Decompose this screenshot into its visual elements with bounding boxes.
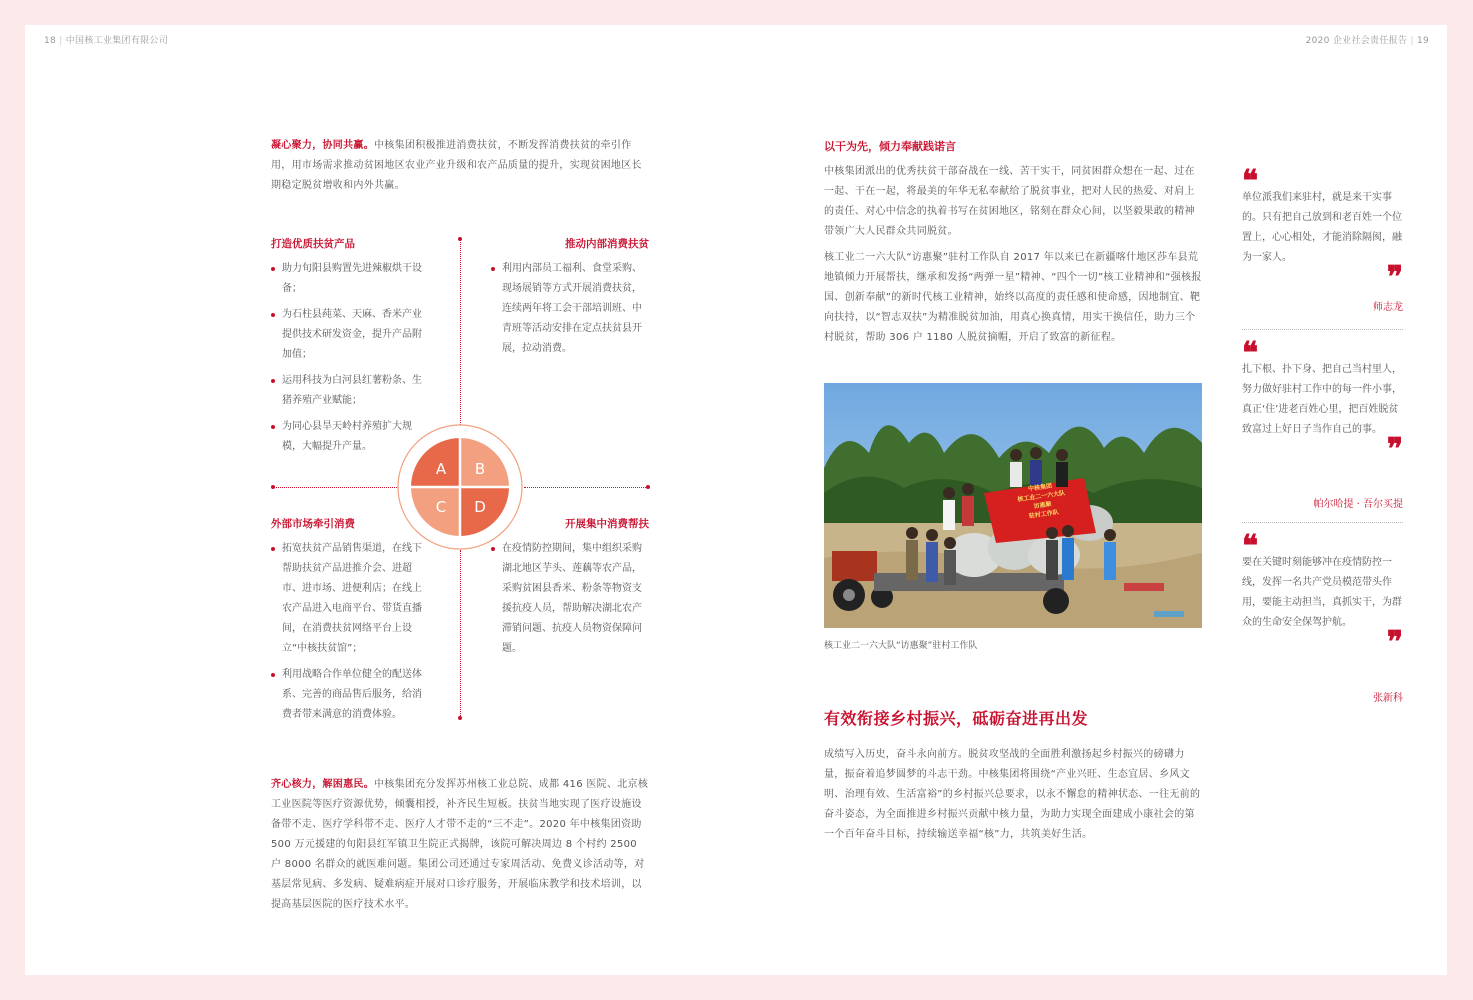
quote-open-icon: ❝ — [1242, 336, 1259, 371]
quadrant-a-item: 运用科技为白河县红薯粉条、生猪养殖产业赋能； — [271, 371, 431, 411]
photo-banner-line: 核工业二一六大队 — [1017, 489, 1066, 504]
section-devotion-paragraph-2: 核工业二一六大队“访惠聚”驻村工作队自 2017 年以来已在新疆喀什地区莎车县荒地镇倾力开展帮扶，继承和发扬“两弹一星”精神、“四个一切”核工业精神和“强核报国、创新奉献”的新时代核工业精神，始终以高度的责任感和使命感，因地制宜、靶向扶持，以“智志双扶”为精准脱贫加油，用真心换真情，用实干换信任，助力三个村脱贫，帮助 306 户 1180 人脱贫摘帽，开启了致富的新征程。 — [824, 252, 1202, 343]
quote-close-icon: ❞ — [1386, 260, 1403, 295]
quote-3-text: 要在关键时刻能够冲在疫情防控一线，发挥一名共产党员模范带头作用，要能主动担当，真抓实干，为群众的生命安全保驾护航。 — [1242, 557, 1402, 628]
diagram-dot-left — [271, 485, 275, 489]
right-page-number: 19 — [1416, 36, 1429, 46]
diagram-line-bottom — [460, 550, 461, 718]
quote-separator — [1242, 522, 1403, 523]
section-devotion-title: 以干为先，倾力奉献践诺言 — [824, 140, 956, 153]
diagram-dot-bottom — [458, 716, 462, 720]
diagram-line-right — [524, 487, 648, 488]
left-page-header: 18 | 中国核工业集团有限公司 — [44, 36, 169, 46]
circle-label-a: A — [435, 460, 447, 478]
quote-close-icon: ❞ — [1386, 625, 1403, 660]
quadrant-b-item: 利用内部员工福利、食堂采购、现场展销等方式开展消费扶贫，连续两年将工会干部培训班、中青班等活动安排在定点扶贫县开展，拉动消费。 — [491, 259, 649, 359]
quadrant-b-title: 推动内部消费扶贫 — [565, 238, 649, 250]
quote-open-icon: ❝ — [1242, 164, 1259, 199]
circle-label-c: C — [435, 498, 447, 516]
circle-label-d: D — [474, 498, 486, 516]
quadrant-a-item: 助力旬阳县购置先进辣椒烘干设备； — [271, 259, 431, 299]
left-page-title: 中国核工业集团有限公司 — [65, 36, 169, 46]
photo-caption: 核工业二一六大队“访惠聚”驻村工作队 — [824, 641, 978, 651]
medical-text: 中核集团充分发挥苏州核工业总院、成都 416 医院、北京核工业医院等医疗资源优势，倾囊相授，补齐民生短板。扶贫当地实现了医疗设施设备带不走、医疗学科带不走、医疗人才带不走的“三不走”。2020 年中核集团资助 500 万元援建的旬阳县红军镇卫生院正式揭牌，该院可解决周边 8 个村约 2500 户 8000 名群众的就医难问题。集团公司还通过专家周活动、免费义诊活动等，对基层常见病、多发病、疑难病症开展对口诊疗服务，开展临床教学和技术培训，以提高基层医院的医疗技术水平。 — [271, 779, 649, 910]
quote-open-icon: ❝ — [1242, 529, 1259, 564]
medical-paragraph — [271, 775, 649, 915]
intro-paragraph — [271, 136, 649, 196]
intro-lead: 凝心聚力，协同共赢。 — [271, 140, 374, 151]
circle-label-b: B — [474, 460, 486, 478]
quote-1-author: 师志龙 — [1373, 302, 1403, 313]
quadrant-d-title: 开展集中消费帮扶 — [565, 518, 649, 530]
quadrant-a-item: 为同心县旱天岭村养殖扩大规模，大幅提升产量。 — [271, 417, 431, 457]
quadrant-c-item: 利用战略合作单位健全的配送体系、完善的商品售后服务，给消费者带来满意的消费体验。 — [271, 665, 431, 725]
photo-banner-line: 中核集团 — [1027, 482, 1053, 493]
photo-banner-line: 驻村工作队 — [1028, 508, 1060, 520]
report-spread — [25, 25, 1447, 975]
quadrant-c — [271, 516, 431, 731]
right-page-header: 2020 企业社会责任报告 | 19 — [1305, 36, 1429, 46]
intro-text: 中核集团积极推进消费扶贫，不断发挥消费扶贫的牵引作用，用市场需求推动贫困地区农业产业升级和农产品质量的提升，实现贫困地区长期稳定脱贫增收和内外共赢。 — [271, 140, 642, 191]
medical-lead: 齐心核力，解困惠民。 — [271, 779, 374, 790]
diagram-dot-right — [646, 485, 650, 489]
quote-close-icon: ❞ — [1386, 432, 1403, 467]
section-devotion-paragraph-1: 中核集团派出的优秀扶贫干部奋战在一线、苦干实干，同贫困群众想在一起、过在一起、干在一起，将最美的年华无私奉献给了脱贫事业，把对人民的热爱、对肩上的责任、对心中信念的执着书写在贫困地区，铭刻在群众心间，以坚毅果敢的精神带领广大人民群众共同脱贫。 — [824, 166, 1195, 237]
quadrant-b — [491, 236, 649, 365]
quadrant-a-title: 打造优质扶贫产品 — [271, 238, 355, 250]
section-rural-paragraph: 成绩写入历史，奋斗永向前方。脱贫攻坚战的全面胜利激扬起乡村振兴的磅礴力量，振奋着追梦圆梦的斗志干劲。中核集团将围绕“产业兴旺、生态宜居、乡风文明、治理有效、生活富裕”的乡村振兴总要求，以永不懈怠的精神状态、一往无前的奋斗姿态，为全面推进乡村振兴贡献中核力量，为助力实现全面建成小康社会的第一个百年奋斗目标，持续输送幸福“核”力，共筑美好生活。 — [824, 749, 1201, 840]
quote-2-text: 扎下根、扑下身、把自己当村里人，努力做好驻村工作中的每一件小事，真正‘住’进老百姓心里，把百姓脱贫致富过上好日子当作自己的事。 — [1242, 364, 1402, 435]
quadrant-c-title: 外部市场牵引消费 — [271, 518, 355, 530]
quote-2 — [1242, 336, 1403, 467]
quadrant-c-list — [271, 539, 431, 725]
quadrant-a-item: 为石柱县莼菜、天麻、香米产业提供技术研发资金，提升产品附加值； — [271, 305, 431, 365]
quadrant-b-list — [491, 259, 649, 359]
section-rural-title: 有效衔接乡村振兴，砥砺奋进再出发 — [824, 709, 1089, 728]
diagram-line-left — [273, 487, 397, 488]
quadrant-c-item: 拓宽扶贫产品销售渠道，在线下帮助扶贫产品进推介会、进超市、进市场、进便利店；在线上农产品进入电商平台、带货直播间，在消费扶贫网络平台上设立“中核扶贫馆”； — [271, 539, 431, 659]
quote-separator — [1242, 329, 1403, 330]
quadrant-a — [271, 236, 431, 463]
right-page-title: 2020 企业社会责任报告 — [1305, 36, 1408, 46]
quote-2-author: 帕尔哈提 · 吾尔买提 — [1313, 499, 1403, 510]
quadrant-d-list — [491, 539, 649, 659]
quote-3-author: 张新科 — [1373, 693, 1403, 704]
quote-1 — [1242, 164, 1403, 295]
photo-banner-line: 访惠聚 — [1033, 500, 1053, 511]
diagram-dot-top — [458, 237, 462, 241]
team-photo — [824, 383, 1202, 628]
left-page-number: 18 — [44, 36, 57, 46]
quote-1-text: 单位派我们来驻村，就是来干实事的。只有把自己放到和老百姓一个位置上，心心相处，才能消除隔阂，融为一家人。 — [1242, 192, 1402, 263]
diagram-line-top — [460, 240, 461, 425]
section-rural-revitalization — [824, 706, 1204, 845]
quadrant-d-item: 在疫情防控期间，集中组织采购湖北地区芋头、莲藕等农产品，采购贫困县香米、粉条等物资支援抗疫人员，帮助解决湖北农产滞销问题、抗疫人员物资保障问题。 — [491, 539, 649, 659]
quadrant-a-list — [271, 259, 431, 457]
quadrant-d — [491, 516, 649, 665]
quote-3 — [1242, 529, 1403, 660]
section-devotion — [824, 138, 1202, 348]
